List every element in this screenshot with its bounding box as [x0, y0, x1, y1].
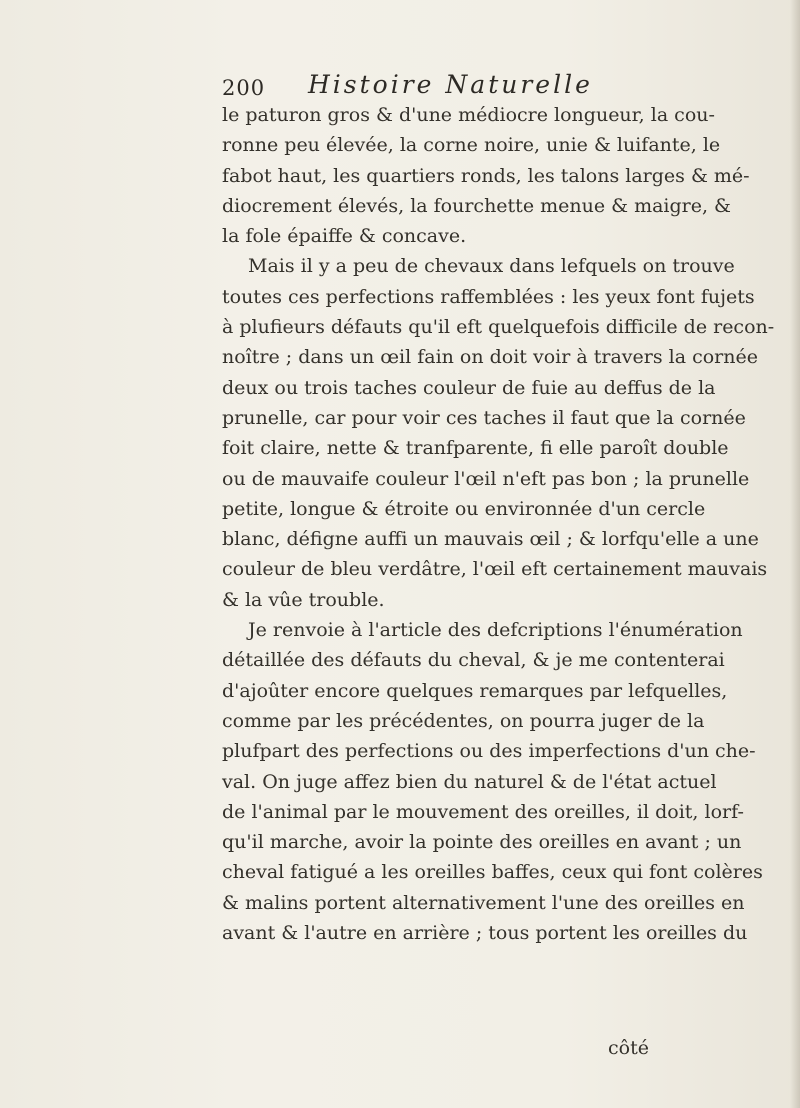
text-line: qu'il marche, avoir la pointe des oreilles en avant ; un [222, 831, 742, 854]
text-line: & la vûe trouble. [222, 588, 385, 611]
text-line: ou de mauvaife couleur l'œil n'eft pas bon ; la prunelle [222, 467, 750, 490]
page-edge-shadow [790, 0, 800, 1108]
text-line: blanc, défigne auffi un mauvais œil ; & lorfqu'elle a une [222, 528, 759, 551]
text-line: le paturon gros & d'une médiocre longueur, la cou- [222, 104, 715, 126]
text-line: de l'animal par le mouvement des oreilles, il doit, lorf- [222, 800, 744, 823]
body-text [222, 100, 775, 948]
text-line: fabot haut, les quartiers ronds, les talons larges & mé- [222, 164, 750, 187]
text-line: foit claire, nette & tranfparente, fi elle paroît double [222, 437, 729, 460]
text-line: prunelle, car pour voir ces taches il faut que la cornée [222, 406, 746, 429]
text-line: cheval fatigué a les oreilles baffes, ceux qui font colères [222, 861, 763, 884]
page-header [222, 70, 652, 100]
text-line: détaillée des défauts du cheval, & je me contenterai [222, 649, 725, 672]
text-line: plufpart des perfections ou des imperfections d'un che- [222, 740, 756, 763]
text-line: diocrement élevés, la fourchette menue & maigre, & [222, 194, 731, 217]
text-line: toutes ces perfections raffemblées : les yeux font fujets [222, 285, 755, 308]
text-line: petite, longue & étroite ou environnée d'un cercle [222, 497, 706, 520]
text-line: Mais il y a peu de chevaux dans lefquels on trouve [248, 255, 735, 278]
text-line: & malins portent alternativement l'une des oreilles en [222, 891, 745, 914]
text-line: à plufieurs défauts qu'il eft quelquefois difficile de recon- [222, 316, 775, 339]
text-line: Je renvoie à l'article des defcriptions l'énumération [248, 619, 743, 642]
text-line: d'ajoûter encore quelques remarques par lefquelles, [222, 679, 728, 702]
text-line: avant & l'autre en arrière ; tous portent les oreilles du [222, 922, 748, 945]
text-line: val. On juge affez bien du naturel & de l'état actuel [222, 770, 717, 793]
text-line: comme par les précédentes, on pourra juger de la [222, 709, 705, 732]
catchword: côté [608, 1037, 649, 1059]
text-line: couleur de bleu verdâtre, l'œil eft certainement mauvais [222, 558, 768, 581]
text-line: la fole épaiffe & concave. [222, 225, 467, 248]
text-line: deux ou trois taches couleur de fuie au deffus de la [222, 376, 716, 399]
text-line: noître ; dans un œil fain on doit voir à travers la cornée [222, 346, 758, 369]
page-number: 200 [222, 76, 266, 100]
running-title: Histoire Naturelle [308, 70, 593, 99]
text-line: ronne peu élevée, la corne noire, unie & luifante, le [222, 134, 721, 157]
